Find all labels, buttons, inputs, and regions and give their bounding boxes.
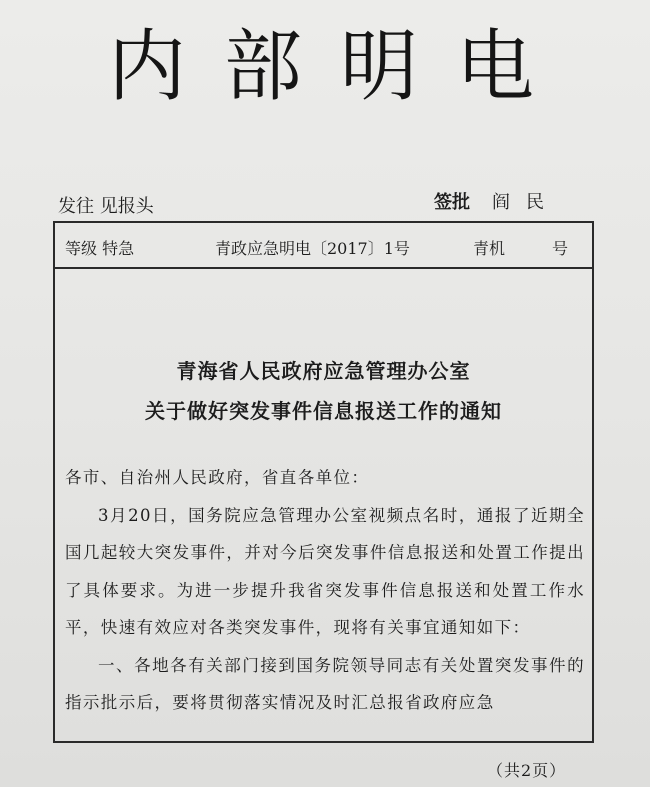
header-info-row <box>55 223 592 269</box>
paragraph-2: 一、各地各有关部门接到国务院领导同志有关处置突发事件的指示批示后，要将贯彻落实情况及时汇总报省政府应急 <box>65 655 585 712</box>
code-suffix: 号 <box>552 239 569 258</box>
code-label: 青机 <box>473 239 506 258</box>
page-count: （共2页） <box>487 761 567 780</box>
paragraph-1: 3月20日，国务院应急管理办公室视频点名时，通报了近期全国几起较大突发事件，并对今后突发事件信息报送和处置工作提出了具体要求。为进一步提升我省突发事件信息报送和处置工作水平，快速有效应对各类突发事件，现将有关事宜通知如下： <box>65 505 585 637</box>
sign-label: 签批 <box>434 192 470 213</box>
notice-heading: 关于做好突发事件信息报送工作的通知 <box>145 399 502 423</box>
document-type-title: 内部明电 <box>107 22 572 112</box>
issuer-heading: 青海省人民政府应急管理办公室 <box>176 359 471 383</box>
document-frame <box>53 221 594 743</box>
signer-block <box>434 188 560 214</box>
signer-name: 阎民 <box>492 192 560 213</box>
notice-body <box>65 459 585 722</box>
send-to-line: 发往 见报头 <box>58 196 154 217</box>
document-number: 青政应急明电〔2017〕1号 <box>215 239 410 258</box>
salutation: 各市、自治州人民政府，省直各单位： <box>65 468 370 487</box>
urgency-level: 等级 特急 <box>65 239 135 258</box>
